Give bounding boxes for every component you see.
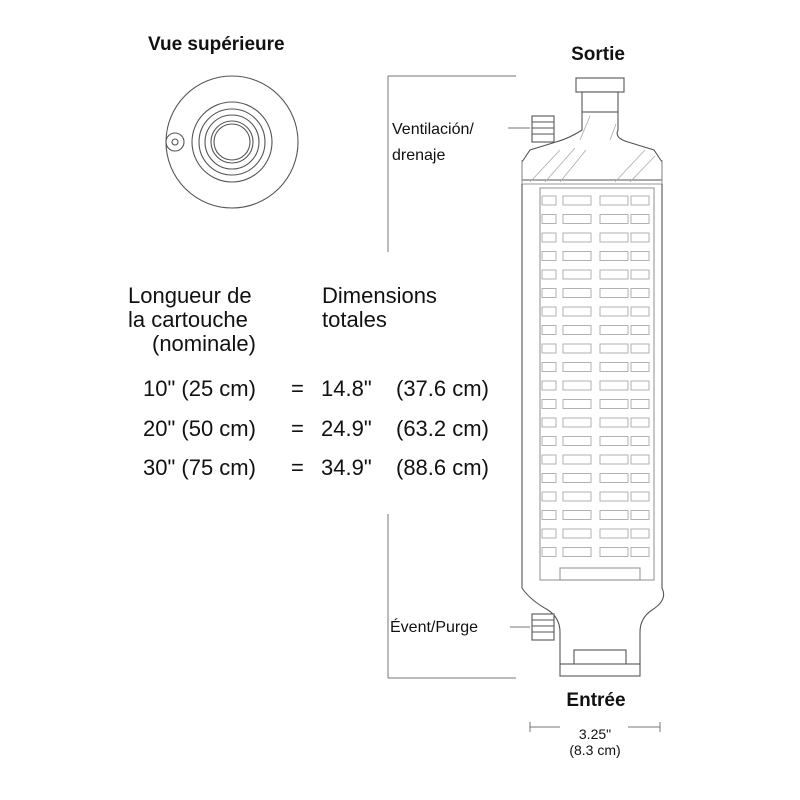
cartridge-slot <box>600 548 628 557</box>
cartridge-slot <box>631 196 649 205</box>
header-line: Dimensions <box>322 283 437 308</box>
cartridge-slot <box>542 252 556 261</box>
cartridge-slot <box>542 326 556 335</box>
cartridge-slot <box>600 196 628 205</box>
cartridge-slot <box>542 270 556 279</box>
cartridge-slot <box>542 196 556 205</box>
cartridge-length: 10" (25 cm) <box>143 376 256 401</box>
cartridge-slot <box>600 233 628 242</box>
cartridge-slot <box>563 270 591 279</box>
cartridge-slot <box>563 326 591 335</box>
total-length-cm: (37.6 cm) <box>396 376 489 401</box>
cartridge-slot <box>631 529 649 538</box>
cartridge-slot <box>542 233 556 242</box>
cartridge-slot <box>542 289 556 298</box>
cartridge-slot <box>542 492 556 501</box>
cartridge-slot <box>631 548 649 557</box>
cartridge-slot <box>600 529 628 538</box>
vent-drain-label-line2: drenaje <box>392 147 446 164</box>
cartridge-slot <box>600 270 628 279</box>
width-cm: (8.3 cm) <box>569 742 621 758</box>
header-line: (nominale) <box>152 331 256 356</box>
cartridge-slot <box>631 252 649 261</box>
header-line: la cartouche <box>128 307 248 332</box>
cartridge-slot <box>631 215 649 224</box>
cartridge-slot <box>600 363 628 372</box>
cartridge-slot <box>563 511 591 520</box>
cartridge-slot <box>563 363 591 372</box>
cartridge-slot <box>563 215 591 224</box>
table-row <box>0 376 800 402</box>
cartridge-slot <box>631 492 649 501</box>
equals-sign: = <box>291 455 304 480</box>
top-view-title: Vue supérieure <box>148 34 285 55</box>
cartridge-slot <box>631 233 649 242</box>
cartridge-slot <box>600 492 628 501</box>
top-view-drawing <box>166 76 298 208</box>
cartridge-slot <box>600 307 628 316</box>
total-length-in: 34.9" <box>321 455 372 480</box>
cartridge-slot <box>600 344 628 353</box>
cartridge-length: 20" (50 cm) <box>143 416 256 441</box>
cartridge-slot <box>563 529 591 538</box>
cartridge-slot <box>631 511 649 520</box>
cartridge-slot <box>563 289 591 298</box>
cartridge-slot <box>563 252 591 261</box>
header-line: Longueur de <box>128 283 252 308</box>
width-inches: 3.25" <box>578 726 612 742</box>
total-length-in: 14.8" <box>321 376 372 401</box>
cartridge-slot <box>542 363 556 372</box>
cartridge-slot <box>631 326 649 335</box>
total-length-in: 24.9" <box>321 416 372 441</box>
cartridge-slot <box>631 344 649 353</box>
cartridge-slot <box>631 270 649 279</box>
cartridge-slot <box>600 326 628 335</box>
cartridge-length-header <box>128 284 278 356</box>
cartridge-slot <box>542 529 556 538</box>
cartridge-slot <box>631 289 649 298</box>
cartridge-slot <box>542 511 556 520</box>
cartridge-length: 30" (75 cm) <box>143 455 256 480</box>
cartridge-slot <box>600 289 628 298</box>
total-length-cm: (63.2 cm) <box>396 416 489 441</box>
cartridge-slot <box>542 215 556 224</box>
cartridge-slot <box>600 252 628 261</box>
vent-purge-label: Évent/Purge <box>390 619 479 636</box>
total-length-cm: (88.6 cm) <box>396 455 489 480</box>
cartridge-slot <box>600 215 628 224</box>
cartridge-slot <box>563 233 591 242</box>
cartridge-slot <box>542 548 556 557</box>
cartridge-slot <box>631 307 649 316</box>
outlet-label: Sortie <box>571 44 625 65</box>
equals-sign: = <box>291 376 304 401</box>
equals-sign: = <box>291 416 304 441</box>
cartridge-slot <box>563 307 591 316</box>
cartridge-slot <box>631 363 649 372</box>
table-row <box>0 416 800 442</box>
cartridge-slot <box>542 344 556 353</box>
cartridge-slot <box>600 511 628 520</box>
cartridge-slot <box>563 196 591 205</box>
cartridge-slot <box>563 492 591 501</box>
cartridge-slot <box>542 307 556 316</box>
table-row <box>0 455 800 481</box>
vent-drain-label-line1: Ventilación/ <box>392 121 474 138</box>
cartridge-slot <box>563 344 591 353</box>
cartridge-slot <box>563 548 591 557</box>
overall-dimensions-header <box>322 284 437 332</box>
inlet-label: Entrée <box>566 690 626 711</box>
header-line: totales <box>322 307 387 332</box>
